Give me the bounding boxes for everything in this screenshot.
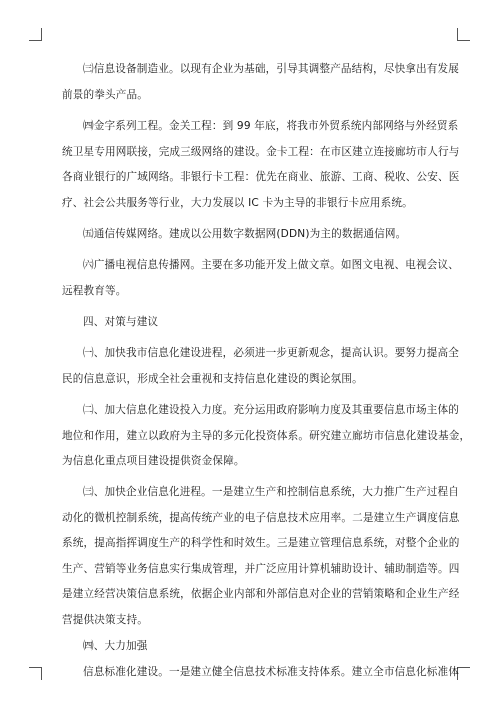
paragraph-line: 动化的微机控制系统，提高传统产业的电子信息技术应用率。二是建立生产调度信息 (62, 512, 460, 524)
crop-mark-top-right (457, 28, 470, 41)
paragraph-line: ㈡、加大信息化建设投入力度。充分运用政府影响力度及其重要信息市场主体的 (83, 404, 460, 416)
crop-mark-bottom-left (29, 667, 42, 680)
document-page (62, 62, 471, 678)
paragraph-line: 为信息化重点项目建设提供资金保障。 (62, 455, 245, 467)
section-heading: ㈣、大力加强 (83, 640, 148, 652)
paragraph-line: 是建立经营决策信息系统，依据企业内部和外部信息对企业的营销策略和企业生产经 (62, 588, 460, 600)
paragraph-line: 系统，提高指挥调度生产的科学性和时效生。三是建立管理信息系统，对整个企业的 (62, 537, 460, 549)
paragraph-line: ㈥广播电视信息传播网。主要在多功能开发上做文章。如图文电视、电视会议、 (83, 259, 460, 271)
paragraph-line: 地位和作用，建立以政府为主导的多元化投资体系。研究建立廊坊市信息化建设基金， (62, 430, 471, 442)
crop-mark-top-left (29, 28, 42, 41)
paragraph-line: 民的信息意识，形成全社会重视和支持信息化建设的舆论氛围。 (62, 373, 363, 385)
paragraph-line: ㈢、加快企业信息化进程。一是建立生产和控制信息系统，大力推广生产过程自 (83, 486, 460, 498)
paragraph-line: 前景的拳头产品。 (62, 89, 148, 101)
paragraph-line: 营提供决策支持。 (62, 614, 148, 626)
paragraph-line: 各商业银行的广域网络。非银行卡工程：优先在商业、旅游、工商、税收、公安、医 (62, 171, 460, 183)
paragraph-line: 统卫星专用网联接，完成三级网络的建设。金卡工程：在市区建立连接廊坊市人行与 (62, 146, 460, 158)
paragraph-line: ㈤通信传媒网络。建成以公用数字数据网(DDN)为主的数据通信网。 (83, 228, 407, 240)
paragraph-line: ㈠、加快我市信息化建设进程，必须进一步更新观念，提高认识。要努力提高全 (83, 347, 460, 359)
section-heading: 四、对策与建议 (83, 316, 159, 328)
paragraph-line: ㈢信息设备制造业。以现有企业为基础，引导其调整产品结构，尽快拿出有发展 (83, 63, 460, 75)
paragraph-line: 远程教育等。 (62, 285, 127, 297)
paragraph-line: 生产、营销等业务信息实行集成管理，并广泛应用计算机辅助设计、辅助制造等。四 (62, 563, 460, 575)
paragraph-line: 疗、社会公共服务等行业，大力发展以 IC 卡为主导的非银行卡应用系统。 (62, 197, 413, 209)
paragraph-line: 信息标准化建设。一是建立健全信息技术标准支持体系。建立全市信息化标准体 (83, 666, 460, 678)
paragraph-line: ㈣金字系列工程。金关工程：到 99 年底，将我市外贸系统内部网络与外经贸系 (83, 120, 459, 132)
